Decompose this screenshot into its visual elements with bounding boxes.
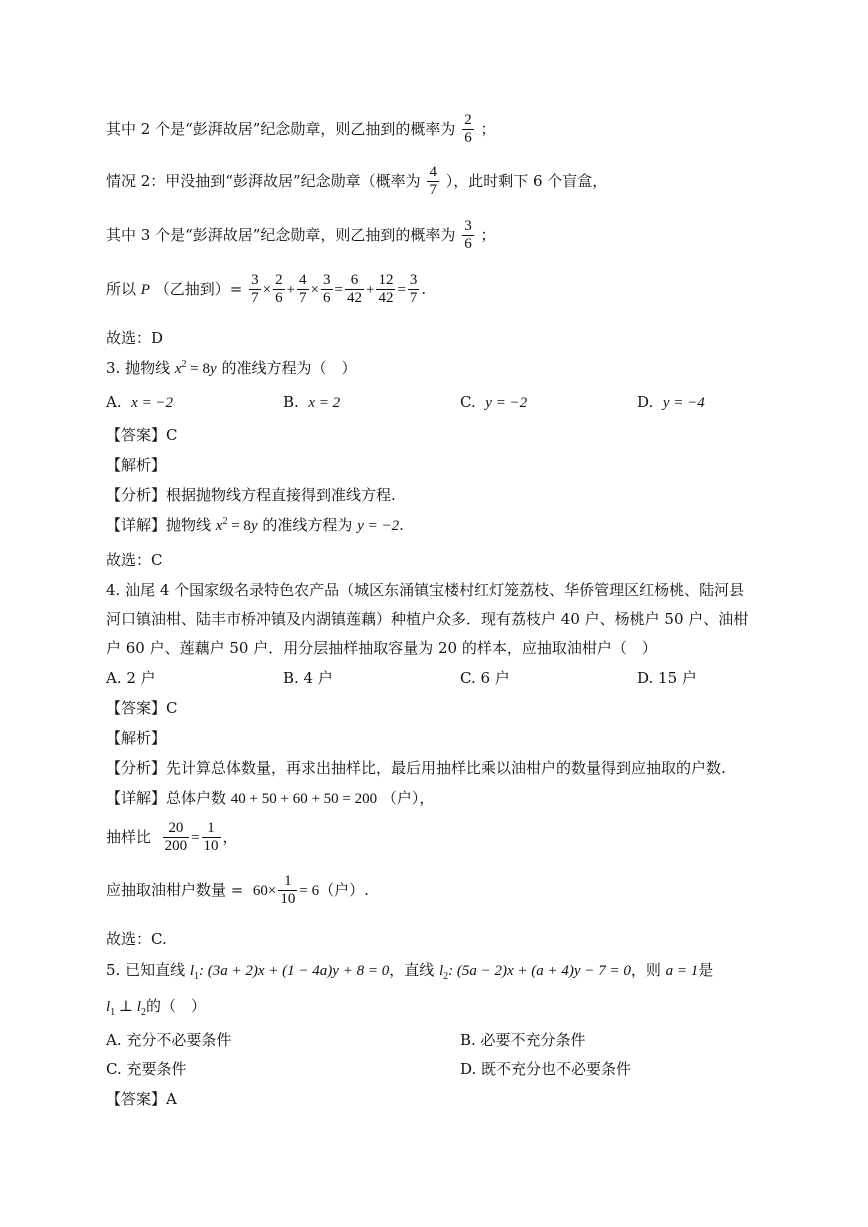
q5-answer: 【答案】A [106, 1090, 177, 1108]
prob-line-3: 其中 3 个是“彭湃故居”纪念勋章，则乙抽到的概率为 $\frac{3}{6}$ ； [106, 218, 496, 253]
q4-choose: 故选：C. [106, 930, 167, 948]
q4-stem-2: 河口镇油柑、陆丰市桥冲镇及内湖镇莲藕）种植户众多．现有荔枝户 40 户、杨桃户 50 户、油柑 [106, 610, 749, 628]
q4-count: 应抽取油柑户数量 = 60× $\frac{1}{10}$ = 6（户）. [106, 873, 369, 908]
fraction: $\frac{1}{10}$ [203, 820, 219, 855]
q3-option-a: A. x = −2 [106, 393, 174, 411]
q3-stem: 3. 抛物线 $x^2 = 8y$ 的准线方程为（ ） [106, 359, 357, 377]
fraction: $\frac{3}{6}$ [464, 218, 472, 253]
fraction: $\frac{1}{10}$ [280, 873, 296, 908]
q3-answer: 【答案】C [106, 426, 178, 444]
choose-d: 故选：D [106, 329, 164, 347]
fraction: $\frac{2}{6}$ [275, 272, 283, 307]
q5-option-b: B. 必要不充分条件 [460, 1031, 586, 1049]
fraction: $\frac{20}{200}$ [164, 820, 188, 855]
fraction: $\frac{4}{7}$ [429, 164, 437, 199]
prob-line-1: 其中 2 个是“彭湃故居”纪念勋章，则乙抽到的概率为 $\frac{2}{6}$ ； [106, 112, 496, 147]
prob-line-2: 情况 2：甲没抽到“彭湃故居”纪念勋章（概率为 $\frac{4}{7}$ ），此时剩下 6 个盲盒， [106, 164, 608, 199]
q3-xiangjie: 【详解】抛物线 $x^2 = 8y$ 的准线方程为 y = −2. [106, 516, 404, 534]
q4-stem-3: 户 60 户、莲藕户 50 户．用分层抽样抽取容量为 20 的样本，应抽取油柑户（ ） [106, 639, 657, 657]
q4-fenxi: 【分析】先计算总体数量，再求出抽样比，最后用抽样比乘以油柑户的数量得到应抽取的户数. [106, 759, 726, 777]
q3-analysis: 【解析】 [106, 456, 167, 474]
fraction: $\frac{3}{6}$ [323, 272, 331, 307]
q3-fenxi: 【分析】根据抛物线方程直接得到准线方程. [106, 486, 396, 504]
fraction: $\frac{2}{6}$ [464, 112, 472, 147]
fraction: $\frac{6}{42}$ [346, 272, 362, 307]
fraction: $\frac{4}{7}$ [299, 272, 307, 307]
fraction: $\frac{12}{42}$ [378, 272, 394, 307]
prob-formula: 所以 P （乙抽到）= $\frac{3}{7}$ × $\frac{2}{6}$ + $\frac{4}{7}$ × $\frac{3}{6}$ = $\frac{6}{42}$ + $\frac{12}{42}$ = $\frac{3}{7}$ . [106, 272, 427, 307]
q4-ratio: 抽样比 $\frac{20}{200}$ = $\frac{1}{10}$ ， [106, 820, 238, 855]
text: 其中 2 个是“彭湃故居”纪念勋章，则乙抽到的概率为 [106, 119, 456, 138]
q3-option-d: D. y = −4 [637, 393, 705, 411]
fraction: $\frac{3}{7}$ [409, 272, 418, 307]
q3-choose: 故选：C [106, 551, 163, 569]
q4-analysis: 【解析】 [106, 729, 167, 747]
q4-option-c: C. 6 户 [460, 669, 510, 687]
q5-option-c: C. 充要条件 [106, 1060, 187, 1078]
q4-answer: 【答案】C [106, 699, 178, 717]
q5-option-a: A. 充分不必要条件 [106, 1031, 232, 1049]
q4-xiangjie: 【详解】总体户数 40 + 50 + 60 + 50 = 200 （户）， [106, 789, 435, 807]
fraction: $\frac{3}{7}$ [251, 272, 259, 307]
q3-option-c: C. y = −2 [460, 393, 528, 411]
q4-option-a: A. 2 户 [106, 669, 156, 687]
q5-stem-1: 5. 已知直线 $l_1$: (3a + 2)x + (1 − 4a)y + 8 = 0，直线 $l_2$: (5a − 2)x + (a + 4)y − 7 = 0，则 a = 1是 [106, 961, 714, 982]
q4-stem-1: 4. 汕尾 4 个国家级名录特色农产品（城区东涌镇宝楼村红灯笼荔枝、华侨管理区红杨桃、陆河县 [106, 581, 745, 599]
q4-option-b: B. 4 户 [283, 669, 333, 687]
q3-option-b: B. x = 2 [283, 393, 341, 411]
q5-stem-2: $l_1$ ⊥ $l_2$的（ ） [106, 997, 206, 1018]
q5-option-d: D. 既不充分也不必要条件 [460, 1060, 632, 1078]
q4-option-d: D. 15 户 [637, 669, 697, 687]
